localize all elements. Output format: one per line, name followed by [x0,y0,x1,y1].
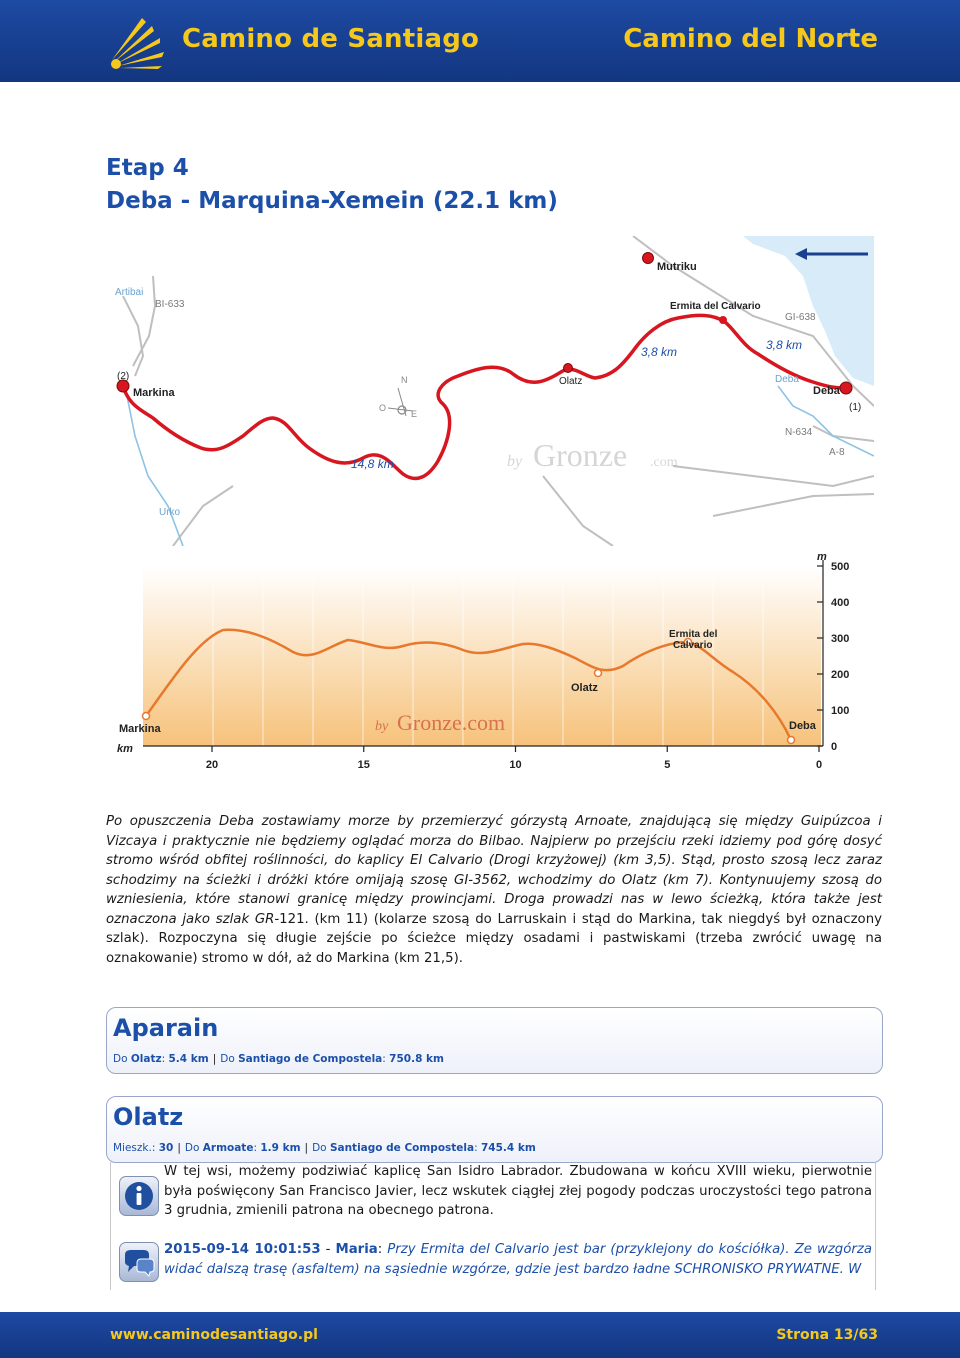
comment-date: 2015-09-14 10:01:53 [164,1242,321,1257]
profile-label-markina: Markina [119,723,161,735]
meta-do-label: Do [113,1053,128,1065]
meta-place[interactable]: Santiago de Compostela [238,1053,383,1065]
meta-distance: 750.8 km [389,1053,444,1065]
label-deba: Deba [813,385,840,397]
label-artibai: Artibai [115,287,144,298]
page-header [0,0,960,82]
place-meta-olatz: Mieszk.: 30 | Do Armoate: 1.9 km | Do Santiago de Compostela: 745.4 km [113,1142,536,1154]
footer-site-link[interactable]: www.caminodesantiago.pl [110,1327,318,1343]
profile-label-olatz: Olatz [571,682,598,694]
footer-page-number: Strona 13/63 [776,1327,878,1343]
comment-author: Maria [335,1242,378,1257]
label-dist1: 3,8 km [641,345,678,359]
label-markina: Markina [133,387,175,399]
x-tick-label: 15 [357,759,370,771]
meta-place[interactable]: Santiago de Compostela [329,1142,475,1154]
meta-population-label: Mieszk. [113,1142,152,1154]
x-tick-label: 20 [205,759,219,771]
profile-label-deba: Deba [789,720,816,732]
meta-distance: 5.4 km [168,1053,209,1065]
x-ticks [206,746,822,771]
place-box-aparain [106,1007,883,1074]
stage-title: Etap 4 [106,155,189,181]
description-normal-part: 121. (km 11) (kolarze szosą do Larruskain i stąd do Markina, tak niegdyś był oznaczony szlak). Rozpoczyna się długie zejście po ścieżce między osadami i pastwiskami (trzeba zwrócić uwagę na oznakowanie) stromo w dół, aż do Markina (km 21,5). [106,911,882,966]
label-deba-river: Deba [775,374,799,385]
label-bi633: BI-633 [155,299,185,310]
compass-n: N [401,375,408,385]
meta-do-label: Do [312,1142,327,1154]
comment [164,1240,872,1279]
svg-text:Gronze.com: Gronze.com [397,710,506,735]
label-dist2: 3,8 km [766,338,803,352]
y-tick-label: 500 [831,561,850,573]
comment-icon [119,1242,159,1282]
y-tick-label: 100 [831,705,850,717]
svg-text:.com: .com [650,455,678,470]
svg-text:Gronze: Gronze [533,437,628,473]
header-right-title: Camino del Norte [623,24,878,54]
comment-body: Przy Ermita del Calvario jest bar (przyklejony do kościółka). Ze wzgórza widać dalszą trasę (asfaltem) na sąsiednie wzgórze, gdzie jest bardzo ładne SCHRONISKO PRYWATNE. W [164,1242,872,1277]
place-meta-aparain: Do Olatz: 5.4 km | Do Santiago de Compostela: 750.8 km [113,1053,444,1065]
y-tick-label: 0 [831,741,838,753]
meta-distance: 1.9 km [260,1142,301,1154]
meta-place[interactable]: Armoate [202,1142,254,1154]
label-mutriku: Mutriku [657,261,697,273]
olatz-details [110,1162,876,1290]
elevation-profile [113,548,874,774]
comment-separator: - [320,1242,336,1257]
label-n634: N-634 [785,427,813,438]
info-icon [119,1176,159,1216]
meta-distance: 745.4 km [481,1142,536,1154]
meta-do-label: Do [184,1142,200,1154]
meta-population-value: 30 [158,1142,174,1154]
label-gi638: GI-638 [785,312,816,323]
stage-description [106,812,882,968]
compass-o: O [379,403,387,413]
comment-colon: : [377,1242,388,1257]
y-ticks [817,561,849,753]
header-left-title: Camino de Santiago [182,24,480,54]
svg-text:by: by [375,719,389,734]
x-tick-label: 5 [664,759,671,771]
label-ermita: Ermita del Calvario [670,301,761,312]
label-olatz: Olatz [559,376,583,387]
y-tick-label: 400 [831,597,850,609]
label-urko: Urko [159,507,181,518]
y-unit-label: m [817,551,827,563]
label-marker1: (1) [849,402,862,413]
x-tick-label: 10 [509,759,522,771]
x-unit-label: km [117,743,133,755]
profile-label-ermita-1: Ermita del [669,629,718,640]
svg-text:by: by [507,453,523,470]
meta-do-label: Do [220,1053,235,1065]
y-tick-label: 300 [831,633,850,645]
label-dist3: 14,8 km [351,457,394,471]
profile-label-ermita-2: Calvario [673,640,713,651]
y-tick-label: 200 [831,669,850,681]
label-marker2: (2) [117,371,130,382]
description-italic-part: Po opuszczenia Deba zostawiamy morze by przemierzyć górzystą Arnoate, znajdującą się między Guipúzcoa i Vizcaya i praktycznie nie będziemy oglądać morza do Bilbao. Najpierw po przejściu rzeki idziemy pod górę dosyć stromo wśród obfitej roślinności, do kaplicy El Calvario (Drogi krzyżowej) (km 3,5). Stąd, prosto szosą lecz zaraz schodzimy na ścieżki i dróżki które omijają szosę GI-3562, wchodzimy do Olatz (km 7). Kontynuujemy szosą do wzniesienia, które stanowi granicę między prowincjami. Droga prowadzi nas w lewo ścieżką, która także jest oznaczona jako szlak GR- [106,814,882,927]
place-title-olatz: Olatz [113,1103,184,1131]
x-tick-label: 0 [815,759,823,771]
compass-e: E [411,409,418,419]
meta-place[interactable]: Olatz [130,1053,162,1065]
route-map [113,236,874,546]
info-text: W tej wsi, możemy podziwiać kaplicę San Isidro Labrador. Zbudowana w końcu XVIII wieku, pierwotnie była poświęcony San Francisco Javier, lecz wskutek ciągłej złej pogody podczas uroczystości tego patrona 3 grudnia, zmienili patrona na obecnego patrona. [164,1164,872,1218]
place-box-olatz [106,1096,883,1163]
place-title-aparain: Aparain [113,1014,219,1042]
stage-subtitle: Deba - Marquina-Xemein (22.1 km) [106,188,558,214]
scallop-shell-icon [108,14,168,70]
label-a8: A-8 [829,447,845,458]
